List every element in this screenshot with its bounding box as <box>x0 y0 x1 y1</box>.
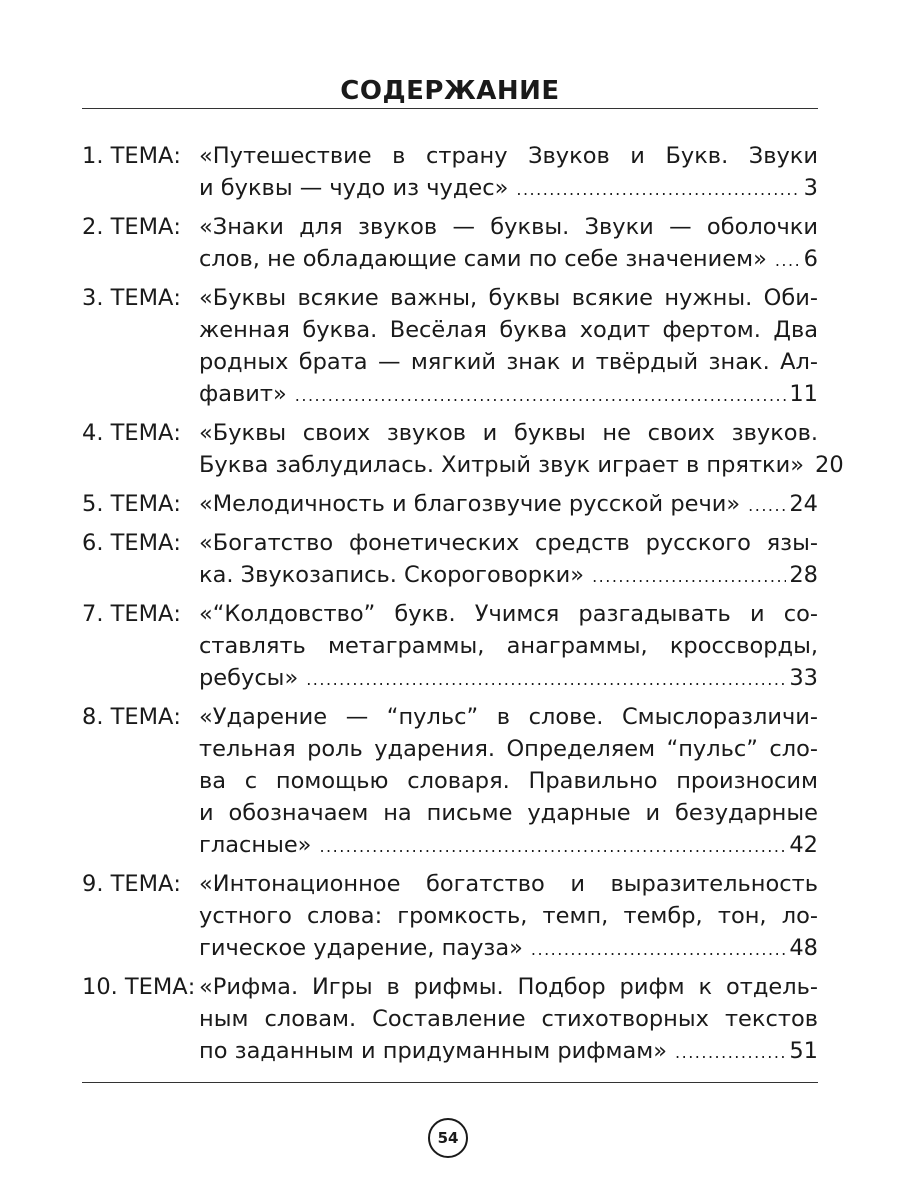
toc-entry-line <box>199 829 818 861</box>
toc-entry-page: 48 <box>789 935 818 961</box>
toc-entry-page: 11 <box>789 381 818 407</box>
toc-entry-body <box>199 527 818 591</box>
toc-entry-line <box>199 662 818 694</box>
toc-entry-line: «“Колдовство” букв. Учимся разгадывать и со- <box>199 601 818 627</box>
toc-entry-line-text: и буквы — чудо из чудес» <box>199 175 509 201</box>
table-of-contents <box>82 140 844 1074</box>
toc-entry-line: ва с помощью словаря. Правильно произносим <box>199 768 818 794</box>
toc-entry-line-text: ка. Звукозапись. Скороговорки» <box>199 562 585 588</box>
toc-entry-line-text: гическое ударение, пауза» <box>199 935 523 961</box>
toc-entry-body <box>199 282 818 410</box>
toc-entry-number: 2. ТЕМА: <box>82 214 181 240</box>
toc-entry[interactable] <box>82 971 818 1067</box>
toc-entry-body <box>199 417 844 481</box>
toc-entry-line: устного слова: громкость, темп, тембр, тон, ло- <box>199 903 818 929</box>
toc-entry-line-text: ребусы» <box>199 665 299 691</box>
toc-entry[interactable] <box>82 140 818 204</box>
toc-entry-number: 9. ТЕМА: <box>82 871 181 897</box>
toc-entry-number: 3. ТЕМА: <box>82 285 181 311</box>
toc-entry-line <box>199 1035 818 1067</box>
dot-leader <box>592 561 786 593</box>
toc-entry-page: 24 <box>789 491 818 517</box>
toc-entry-line: «Путешествие в страну Звуков и Букв. Звуки <box>199 143 818 169</box>
toc-entry-line: «Буквы всякие важны, буквы всякие нужны. Оби- <box>199 285 818 311</box>
dot-leader <box>675 1037 786 1069</box>
toc-entry-number: 1. ТЕМА: <box>82 143 181 169</box>
dot-leader <box>319 831 786 863</box>
toc-entry-line <box>199 559 818 591</box>
toc-entry-body <box>199 971 818 1067</box>
toc-entry-number: 8. ТЕМА: <box>82 704 181 730</box>
toc-entry-line-text: слов, не обладающие сами по себе значением» <box>199 246 767 272</box>
toc-entry-page: 51 <box>789 1038 818 1064</box>
toc-entry-page: 6 <box>803 246 818 272</box>
dot-leader <box>748 490 786 522</box>
toc-entry-line: ставлять метаграммы, анаграммы, кроссворды, <box>199 633 818 659</box>
toc-entry-number: 5. ТЕМА: <box>82 491 181 517</box>
toc-entry[interactable] <box>82 868 818 964</box>
toc-entry-body <box>199 140 818 204</box>
toc-entry-line-text: «Мелодичность и благозвучие русской речи» <box>199 491 741 517</box>
toc-entry-body <box>199 868 818 964</box>
toc-entry-line: и обозначаем на письме ударные и безударные <box>199 800 818 826</box>
toc-entry-line <box>199 488 818 520</box>
dot-leader <box>306 664 786 696</box>
toc-entry-line: ным словам. Составление стихотворных текстов <box>199 1006 818 1032</box>
toc-entry-line: женная буква. Весёлая буква ходит фертом. Два <box>199 317 818 343</box>
toc-entry-line: «Рифма. Игры в рифмы. Подбор рифм к отдель- <box>199 974 818 1000</box>
toc-entry-line-text: по заданным и придуманным рифмам» <box>199 1038 668 1064</box>
toc-entry[interactable] <box>82 488 818 520</box>
toc-entry-line <box>199 243 818 275</box>
toc-entry-line: «Интонационное богатство и выразительность <box>199 871 818 897</box>
toc-entry-page: 20 <box>815 452 844 478</box>
toc-entry[interactable] <box>82 211 818 275</box>
toc-entry-page: 28 <box>789 562 818 588</box>
toc-entry[interactable] <box>82 598 818 694</box>
footer-divider <box>82 1082 818 1083</box>
toc-entry-line: тельная роль ударения. Определяем “пульс” сло- <box>199 736 818 762</box>
toc-entry-number: 6. ТЕМА: <box>82 530 181 556</box>
toc-entry-line-text: гласные» <box>199 832 312 858</box>
toc-entry[interactable] <box>82 701 818 861</box>
page-number: 54 <box>428 1118 468 1158</box>
toc-entry[interactable] <box>82 527 818 591</box>
toc-entry[interactable] <box>82 282 818 410</box>
toc-entry-body <box>199 488 818 520</box>
toc-entry-page: 33 <box>789 665 818 691</box>
toc-entry-number: 10. ТЕМА: <box>82 974 196 1000</box>
toc-entry-number: 7. ТЕМА: <box>82 601 181 627</box>
toc-entry-body <box>199 598 818 694</box>
toc-entry-line-text: Буква заблудилась. Хитрый звук играет в прятки» <box>199 452 805 478</box>
dot-leader <box>775 245 801 277</box>
toc-entry-line: «Буквы своих звуков и буквы не своих звуков. <box>199 420 818 446</box>
toc-entry-line <box>199 932 818 964</box>
toc-entry-page: 3 <box>803 175 818 201</box>
toc-entry-body <box>199 211 818 275</box>
header-divider <box>82 108 818 109</box>
toc-entry-number: 4. ТЕМА: <box>82 420 181 446</box>
toc-entry-line: «Ударение — “пульс” в слове. Смыслоразличи- <box>199 704 818 730</box>
toc-entry-line: «Богатство фонетических средств русского язы- <box>199 530 818 556</box>
toc-entry-page: 42 <box>789 832 818 858</box>
toc-entry-line <box>199 378 818 410</box>
toc-entry-line-text: фавит» <box>199 381 287 407</box>
dot-leader <box>295 380 787 412</box>
dot-leader <box>516 174 800 206</box>
toc-entry-body <box>199 701 818 861</box>
toc-entry-line: родных брата — мягкий знак и твёрдый знак. Ал- <box>199 349 818 375</box>
toc-entry-line <box>199 172 818 204</box>
contents-title: СОДЕРЖАНИЕ <box>340 76 560 106</box>
toc-entry[interactable] <box>82 417 844 481</box>
toc-entry-line: «Знаки для звуков — буквы. Звуки — оболочки <box>199 214 818 240</box>
toc-entry-line <box>199 449 844 481</box>
dot-leader <box>531 934 786 966</box>
